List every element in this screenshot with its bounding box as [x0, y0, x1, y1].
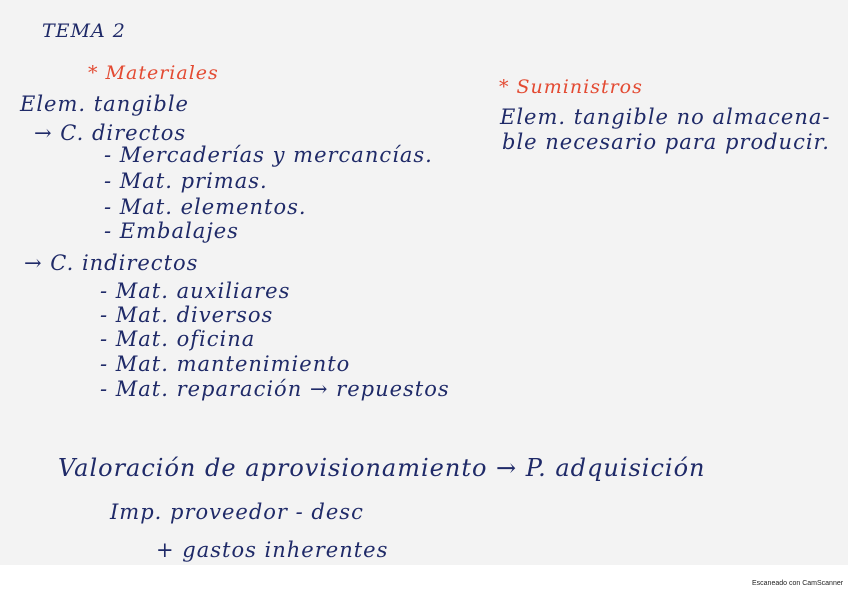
- gastos-inherentes-line: + gastos inherentes: [156, 538, 389, 562]
- page-title: TEMA 2: [42, 20, 126, 42]
- directos-item-2: - Mat. primas.: [104, 169, 268, 193]
- scanner-watermark: Escaneado con CamScanner: [752, 580, 844, 587]
- valoracion-line: Valoración de aprovisionamiento → P. adquisición: [58, 454, 706, 482]
- materiales-heading: * Materiales: [88, 62, 219, 84]
- elem-tangible-text: Elem. tangible: [20, 92, 189, 116]
- indirectos-item-5: - Mat. reparación → repuestos: [100, 377, 450, 401]
- indirectos-item-3: - Mat. oficina: [100, 327, 256, 351]
- indirectos-item-2: - Mat. diversos: [100, 303, 274, 327]
- directos-item-3: - Mat. elementos.: [104, 195, 307, 219]
- directos-item-4: - Embalajes: [104, 219, 239, 243]
- suministros-line-2: ble necesario para producir.: [502, 130, 830, 154]
- indirectos-item-1: - Mat. auxiliares: [100, 279, 291, 303]
- suministros-line-1: Elem. tangible no almacena-: [500, 105, 831, 129]
- c-directos-heading: → C. directos: [34, 121, 187, 145]
- imp-proveedor-line: Imp. proveedor - desc: [110, 500, 364, 524]
- suministros-heading: * Suministros: [499, 76, 643, 98]
- indirectos-item-4: - Mat. mantenimiento: [100, 352, 351, 376]
- directos-item-1: - Mercaderías y mercancías.: [104, 143, 433, 167]
- c-indirectos-heading: → C. indirectos: [24, 251, 199, 275]
